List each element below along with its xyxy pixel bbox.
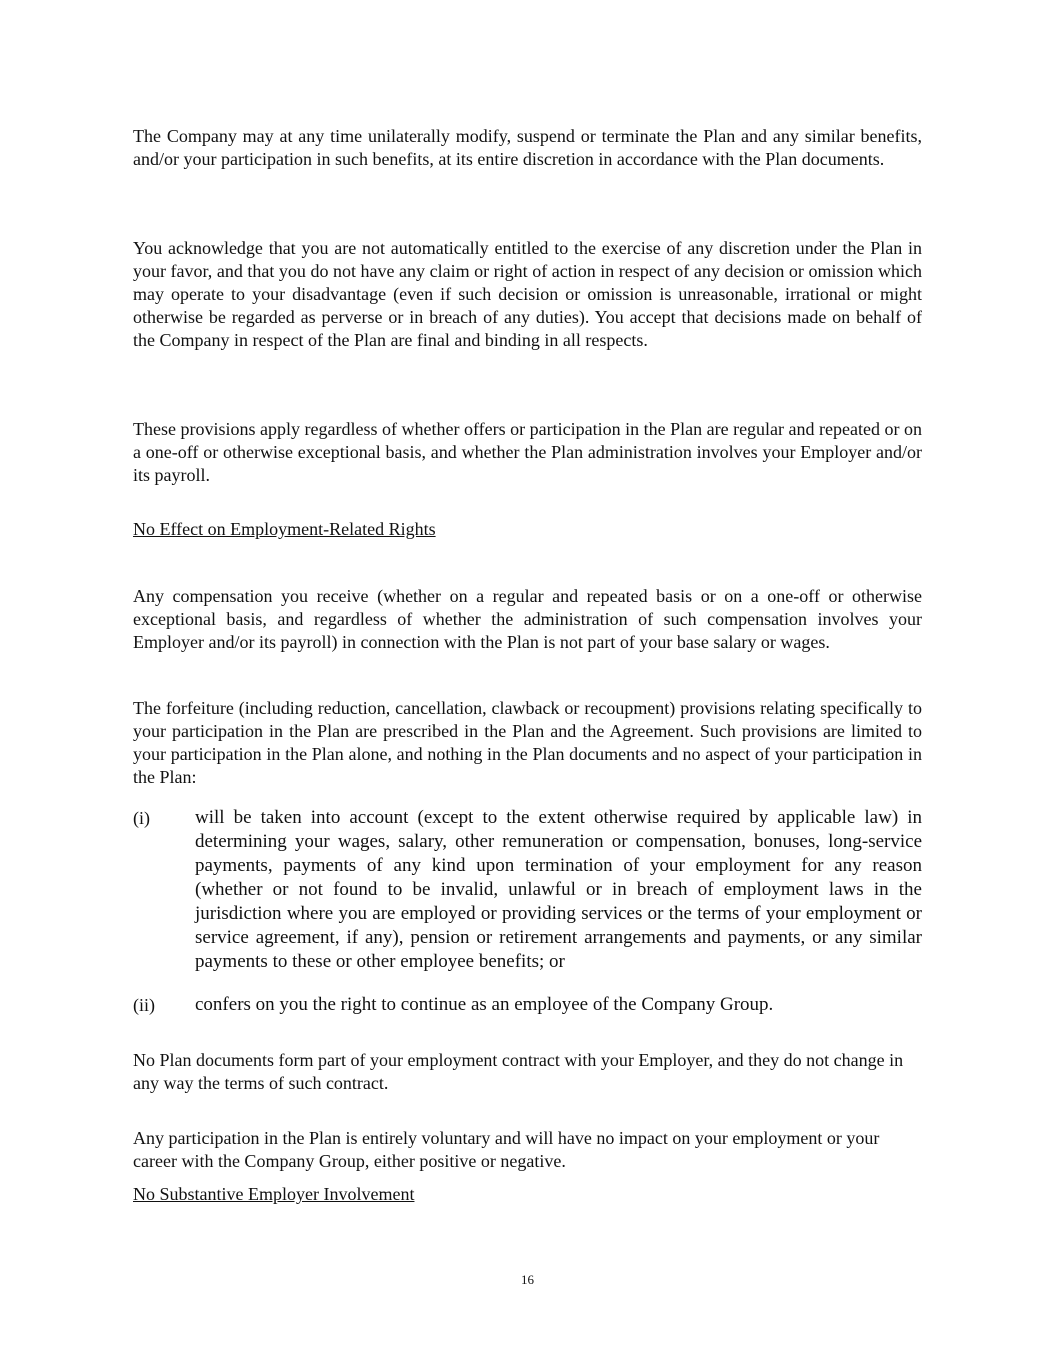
list-item-marker: (ii) <box>133 995 155 1015</box>
section-heading-employer-involvement: No Substantive Employer Involvement <box>133 1184 415 1204</box>
paragraph-discretion-acknowledgment: You acknowledge that you are not automatically entitled to the exercise of any discretion under the Plan in your favor, and that you do not have any claim or right of action in respect of any decision or omission which may operate to your disadvantage (even if such decision or omission is unreasonable, irrational or might otherwise be regarded as perverse or in breach of any duties). You accept that decisions made on behalf of the Company in respect of the Plan are final and binding in all respects. <box>133 238 922 350</box>
paragraph-voluntary-participation: Any participation in the Plan is entirely voluntary and will have no impact on your employment or your career with the Company Group, either positive or negative. <box>133 1128 880 1171</box>
paragraph-compensation: Any compensation you receive (whether on a regular and repeated basis or on a one-off or otherwise exceptional basis, and regardless of whether the administration of such compensation involves your Employer and/or its payroll) in connection with the Plan is not part of your base salary or wages. <box>133 586 922 652</box>
paragraph-plan-modification: The Company may at any time unilaterally modify, suspend or terminate the Plan and any similar benefits, and/or your participation in such benefits, at its entire discretion in accordance with the Plan documents. <box>133 126 922 169</box>
paragraph-forfeiture: The forfeiture (including reduction, cancellation, clawback or recoupment) provisions relating specifically to your participation in the Plan are prescribed in the Plan and the Agreement. Such provisions are limited to your participation in the Plan alone, and nothing in the Plan documents and no aspect of your participation in the Plan: <box>133 698 922 787</box>
paragraph-employment-contract: No Plan documents form part of your employment contract with your Employer, and they do not change in any way the terms of such contract. <box>133 1050 904 1093</box>
list-item-marker: (i) <box>133 808 150 828</box>
section-heading-employment-rights: No Effect on Employment-Related Rights <box>133 519 436 539</box>
paragraph-provisions-apply: These provisions apply regardless of whether offers or participation in the Plan are regular and repeated or on a one-off or otherwise exceptional basis, and whether the Plan administration involves your Employer and/or its payroll. <box>133 419 922 485</box>
list-item-text: will be taken into account (except to the extent otherwise required by applicable law) in determining your wages, salary, other remuneration or compensation, bonuses, long-service payments, payments of any kind upon termination of your employment for any reason (whether or not found to be invalid, unlawful or in breach of employment laws in the jurisdiction where you are employed or providing services or the terms of your employment or service agreement, if any), pension or retirement arrangements and payments, or any similar payments to these or other employee benefits; or <box>195 807 922 972</box>
list-item-text: confers on you the right to continue as an employee of the Company Group. <box>195 994 774 1015</box>
list-item <box>133 993 922 1017</box>
page-number: 16 <box>521 1272 534 1287</box>
list-item <box>133 806 922 974</box>
